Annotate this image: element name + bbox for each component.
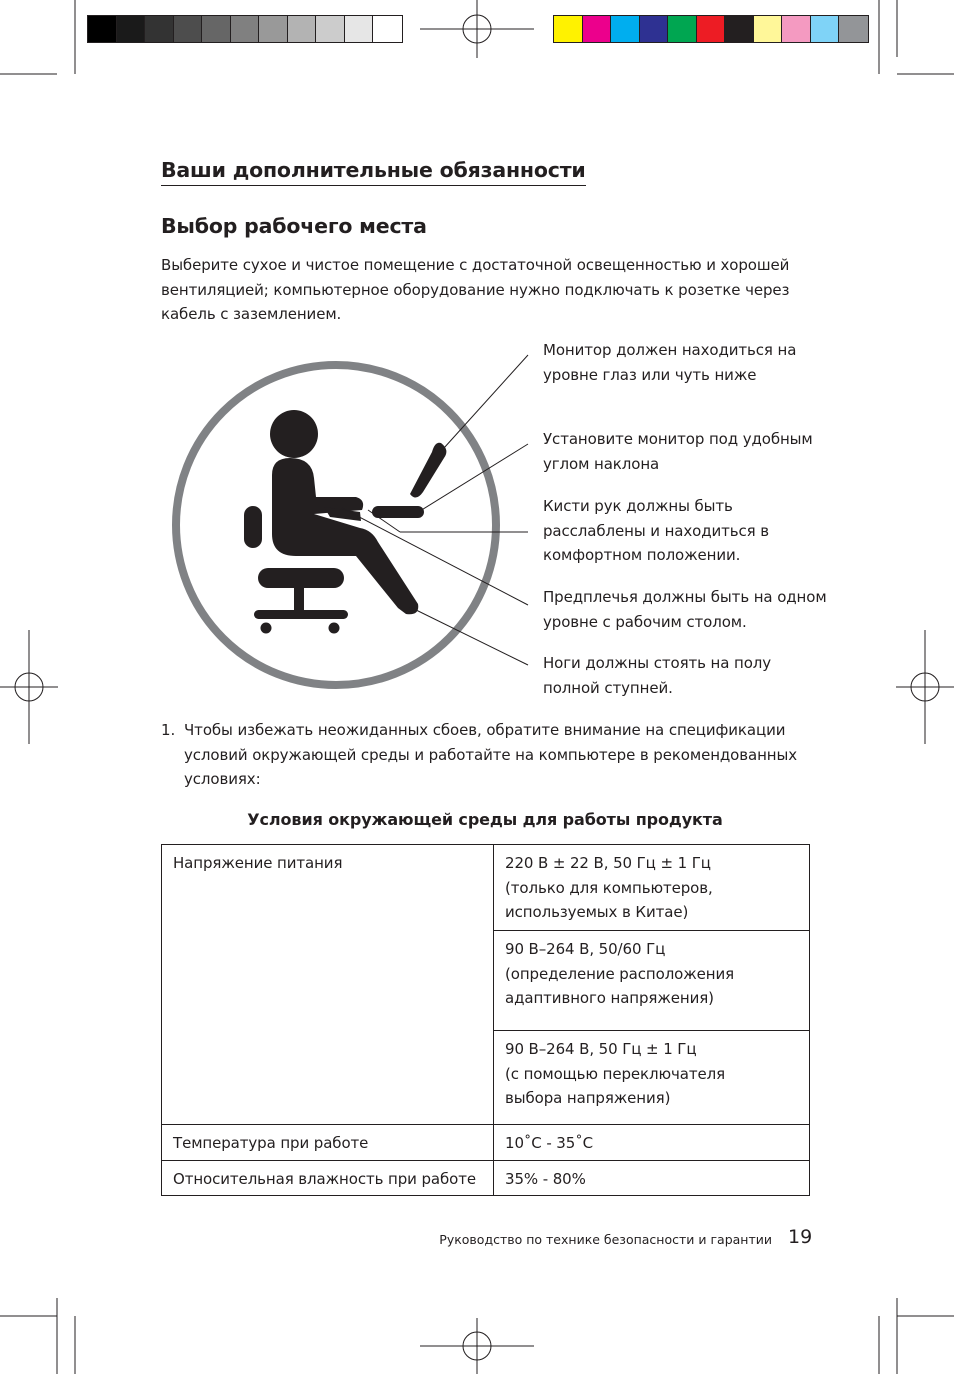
color-swatch (554, 16, 583, 42)
voltage-option-line: (с помощью переключателя (505, 1064, 726, 1083)
color-swatch (145, 16, 174, 42)
voltage-option-line: 220 В ± 22 В, 50 Гц ± 1 Гц (505, 854, 711, 872)
voltage-option-line: 90 В–264 В, 50/60 Гц (505, 940, 666, 958)
callout-wrists: Кисти рук должны быть расслаблены и находиться в комфортном положении. (543, 497, 770, 564)
callout-feet: Ноги должны стоять на полу полной ступней. (543, 654, 772, 697)
voltage-label-cell (162, 845, 494, 1125)
color-swatch (640, 16, 669, 42)
table-row (162, 845, 810, 931)
intro-paragraph: Выберите сухое и чистое помещение с достаточной освещенностью и хорошей вентиляцией; компьютерное оборудование нужно подключать к розетке через кабель с заземлением. (161, 256, 790, 323)
footer-text: Руководство по технике безопасности и гарантии (439, 1232, 772, 1247)
voltage-option-cell (494, 1031, 810, 1125)
gray-calibration-bar (87, 15, 403, 43)
color-swatch (117, 16, 146, 42)
environment-table (161, 844, 810, 1196)
color-swatch (725, 16, 754, 42)
humidity-value: 35% - 80% (494, 1160, 810, 1196)
list-item (161, 718, 811, 792)
monitor-icon (410, 443, 446, 498)
list-number: 1. (161, 721, 176, 739)
color-swatch (839, 16, 868, 42)
voltage-option-cell (494, 931, 810, 1031)
color-swatch (316, 16, 345, 42)
voltage-label: Напряжение питания (173, 854, 343, 872)
temperature-value: 10˚С - 35˚С (494, 1125, 810, 1161)
voltage-option-line: 90 В–264 В, 50 Гц ± 1 Гц (505, 1040, 697, 1058)
color-swatch (202, 16, 231, 42)
color-swatch (288, 16, 317, 42)
list-text: Чтобы избежать неожиданных сбоев, обратите внимание на спецификации условий окружающей среды и работайте на компьютере в рекомендованных условиях: (184, 721, 798, 788)
color-swatch (611, 16, 640, 42)
color-swatch (697, 16, 726, 42)
callout-monitor-height: Монитор должен находиться на уровне глаз или чуть ниже (543, 341, 797, 384)
voltage-option-cell (494, 845, 810, 931)
voltage-option-line: (определение расположения (505, 964, 735, 983)
color-swatch (811, 16, 840, 42)
color-swatch (754, 16, 783, 42)
color-swatch (583, 16, 612, 42)
callout-forearms: Предплечья должны быть на одном уровне с рабочим столом. (543, 588, 827, 631)
humidity-label: Относительная влажность при работе (162, 1160, 494, 1196)
page-number: 19 (788, 1226, 813, 1248)
color-swatch (88, 16, 117, 42)
color-swatch (668, 16, 697, 42)
workstation-illustration (160, 330, 540, 710)
temperature-label: Температура при работе (162, 1125, 494, 1161)
voltage-option-line: используемых в Китае) (505, 903, 689, 921)
table-row (162, 1125, 810, 1161)
section-heading: Выбор рабочего места (161, 214, 427, 238)
table-title: Условия окружающей среды для работы продукта (247, 810, 723, 829)
color-swatch (373, 16, 402, 42)
voltage-option-line: выбора напряжения) (505, 1089, 671, 1107)
callout-monitor-angle: Установите монитор под удобным углом наклона (543, 430, 813, 473)
color-swatch (259, 16, 288, 42)
color-swatch (231, 16, 260, 42)
table-row (162, 1160, 810, 1196)
color-swatch (782, 16, 811, 42)
color-swatch (174, 16, 203, 42)
main-heading: Ваши дополнительные обязанности (161, 158, 586, 186)
voltage-option-line: (только для компьютеров, (505, 878, 713, 897)
keyboard-icon (372, 506, 424, 518)
voltage-option-line: адаптивного напряжения) (505, 989, 714, 1007)
color-calibration-bar (553, 15, 869, 43)
color-swatch (345, 16, 374, 42)
